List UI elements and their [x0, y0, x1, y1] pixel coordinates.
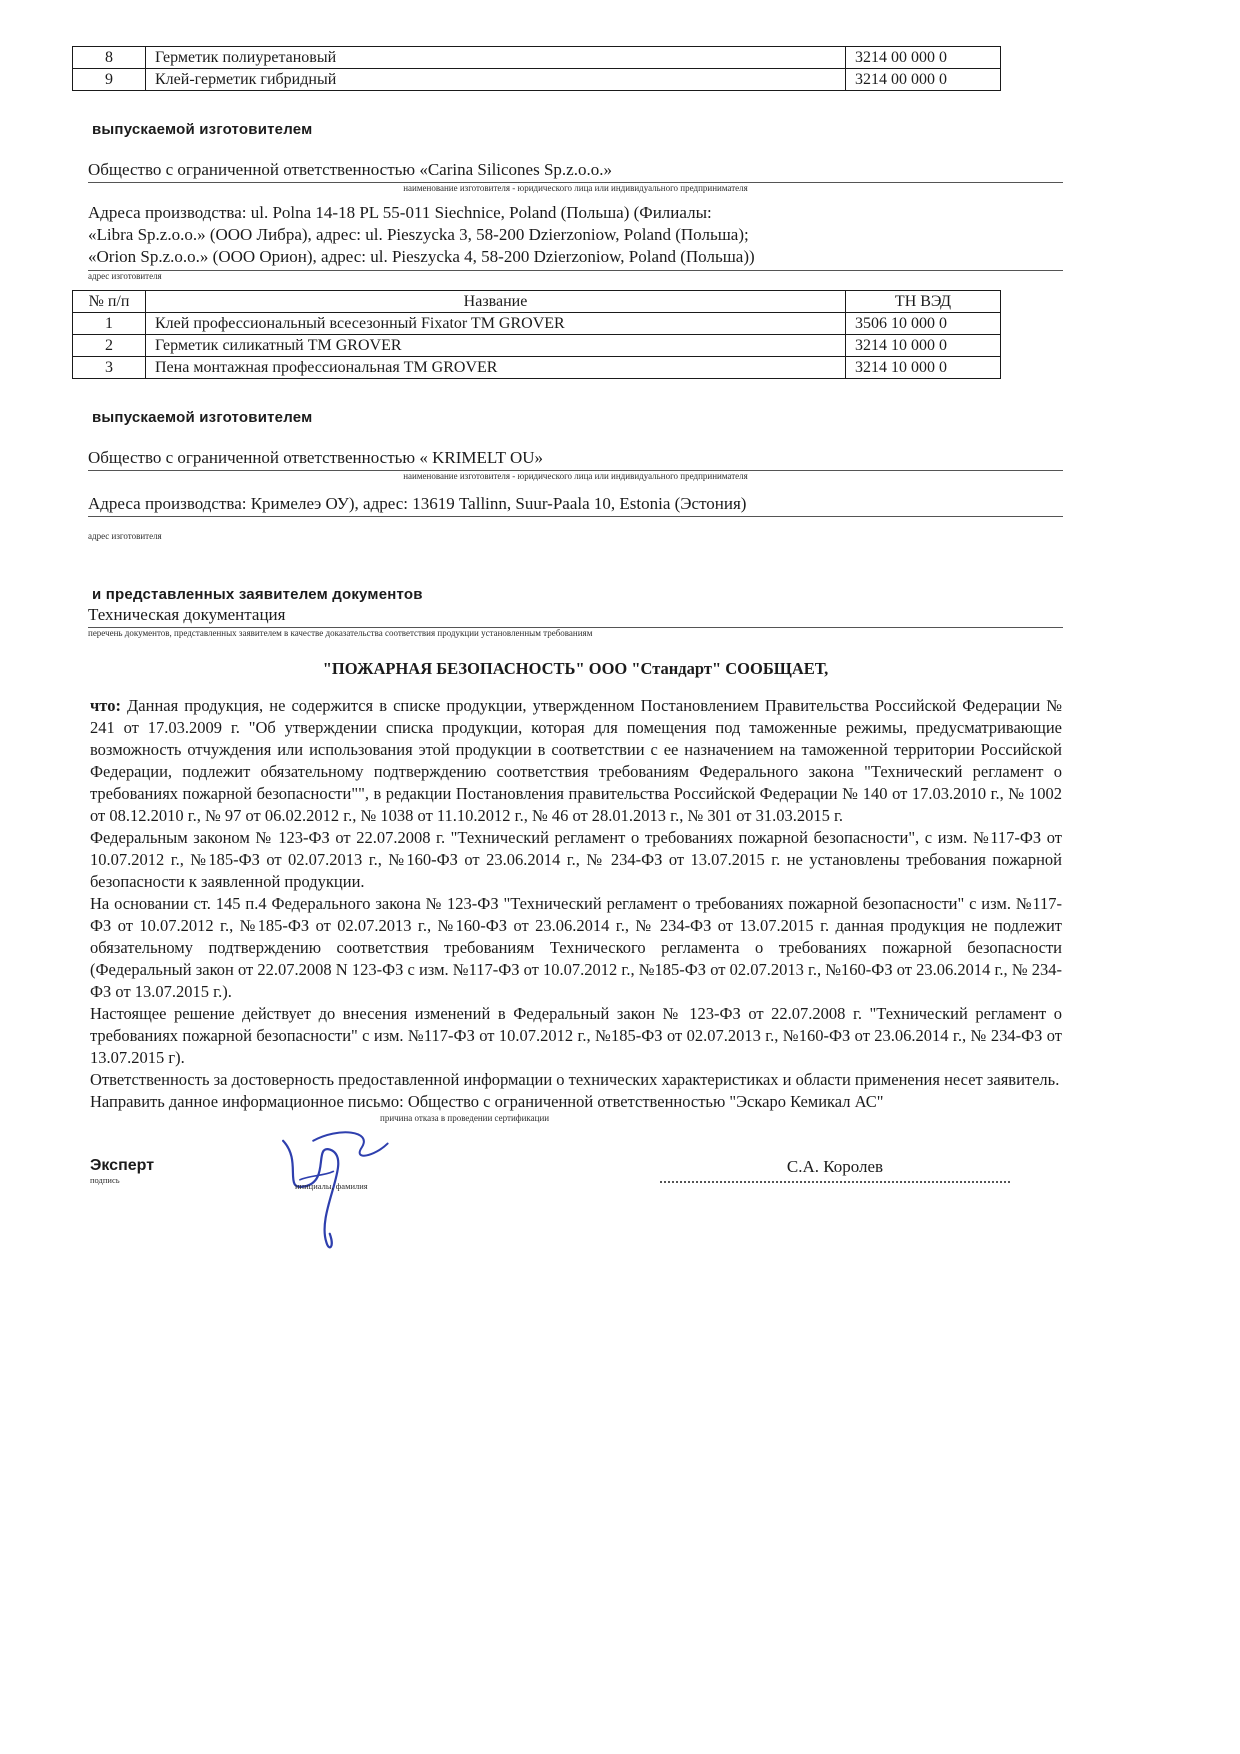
issued-by-label-2: выпускаемой изготовителем — [92, 409, 313, 426]
table-row — [73, 313, 1001, 335]
production-address-field-1 — [88, 202, 1063, 282]
expert-name: С.А. Королев — [786, 1157, 884, 1176]
product-name-cell: Клей-герметик гибридный — [146, 69, 846, 91]
issued-by-label-1: выпускаемой изготовителем — [92, 121, 313, 138]
handwritten-signature-area — [265, 1129, 485, 1264]
address-line: Адреса производства: ul. Polna 14-18 PL 55-011 Siechnice, Poland (Польша) (Филиалы: — [88, 203, 712, 222]
documents-value: Техническая документация — [88, 605, 1063, 628]
statement-title: "ПОЖАРНАЯ БЕЗОПАСНОСТЬ" ООО "Стандарт" СООБЩАЕТ, — [322, 659, 829, 678]
documents-field — [88, 605, 1063, 639]
signature-caption: подпись — [90, 1175, 120, 1185]
product-name-cell: Герметик полиуретановый — [146, 47, 846, 69]
refusal-reason-caption: причина отказа в проведении сертификации — [380, 1113, 550, 1123]
paragraph-text: Данная продукция, не содержится в списке продукции, утвержденном Постановлением Правительства Российской Федерации № 241 от 17.03.2009 г. "Об утверждении списка продукции, которая для помещения под таможенные режимы, предусматривающие возможность отчуждения или использования этой продукции в соответствии с ее назначением на таможенной территории Российской Федерации, подлежит обязательному подтверждению соответствия требованиям Федерального закона "Технический регламент о требованиях пожарной безопасности"", в редакции Постановления правительства Российской Федерации № 140 от 17.03.2010 г., № 1002 от 08.12.2010 г., № 97 от 06.02.2012 г., № 1038 от 11.10.2012 г., № 46 от 28.01.2013 г., № 301 от 31.03.2015 г. — [90, 696, 1063, 825]
column-header-num: № п/п — [73, 291, 146, 313]
statement-body — [90, 695, 1062, 1113]
tnved-code-cell: 3506 10 000 0 — [846, 313, 1001, 335]
product-name-cell: Пена монтажная профессиональная TM GROVER — [146, 357, 846, 379]
address-caption: адрес изготовителя — [88, 271, 162, 281]
signature-dotted-line — [660, 1181, 1010, 1183]
table-row — [73, 335, 1001, 357]
documents-caption: перечень документов, представленных заявителем в качестве доказательства соответствия продукции установленным требованиям — [88, 628, 593, 638]
column-header-code: ТН ВЭД — [846, 291, 1001, 313]
row-number-cell: 1 — [73, 313, 146, 335]
signature-block — [90, 1157, 1062, 1277]
paragraph: Настоящее решение действует до внесения изменений в Федеральный закон № 123-ФЗ от 22.07.2008 г. "Технический регламент о требованиях пожарной безопасности" с изм. №117-ФЗ от 10.07.2012 г., №185-ФЗ от 02.07.2013 г., №160-ФЗ от 23.06.2014 г., № 234-ФЗ от 13.07.2015 г). — [90, 1004, 1062, 1067]
paragraph: Направить данное информационное письмо: Общество с ограниченной ответственностью "Эскаро Кемикал АС" — [90, 1092, 884, 1111]
tnved-code-cell: 3214 10 000 0 — [846, 357, 1001, 379]
signature-caption: инициалы, фамилия — [295, 1181, 368, 1191]
row-number-cell: 8 — [73, 47, 146, 69]
production-address-field-2 — [88, 494, 1063, 542]
product-name-cell: Клей профессиональный всесезонный Fixator TM GROVER — [146, 313, 846, 335]
manufacturer-name: Общество с ограниченной ответственностью « KRIMELT OU» — [88, 448, 1063, 471]
manufacturer-caption: наименование изготовителя - юридического лица или индивидуального предпринимателя — [403, 471, 748, 481]
manufacturer-field-1 — [88, 160, 1063, 194]
address-line: «Libra Sp.z.o.o.» (ООО Либра), адрес: ul. Pieszycka 3, 58-200 Dzierzoniow, Poland (Польша); — [88, 225, 749, 244]
row-number-cell: 3 — [73, 357, 146, 379]
paragraph: Федеральным законом № 123-ФЗ от 22.07.2008 г. "Технический регламент о требованиях пожарной безопасности", с изм. №117-ФЗ от 10.07.2012 г., №185-ФЗ от 02.07.2013 г., №160-ФЗ от 23.06.2014 г., № 234-ФЗ от 13.07.2015 г. не установлены требования пожарной безопасности к заявленной продукции. — [90, 828, 1062, 891]
paragraph: Ответственность за достоверность предоставленной информации о технических характеристиках и области применения несет заявитель. — [90, 1070, 1060, 1089]
address-line: Адреса производства: Кримелеэ ОУ), адрес: 13619 Tallinn, Suur-Paala 10, Estonia (Эстония) — [88, 494, 1063, 517]
documents-label: и представленных заявителем документов — [92, 586, 423, 603]
manufacturer-field-2 — [88, 448, 1063, 482]
tnved-code-cell: 3214 00 000 0 — [846, 69, 1001, 91]
row-number-cell: 9 — [73, 69, 146, 91]
paragraph — [90, 695, 1062, 827]
manufacturer-caption: наименование изготовителя - юридического лица или индивидуального предпринимателя — [403, 183, 748, 193]
expert-name-area — [660, 1157, 1010, 1183]
expert-label: Эксперт — [90, 1157, 155, 1174]
product-name-cell: Герметик силикатный TM GROVER — [146, 335, 846, 357]
address-line: «Orion Sp.z.o.o.» (ООО Орион), адрес: ul. Pieszycka 4, 58-200 Dzierzoniow, Poland (Польша)) — [88, 246, 1063, 271]
tnved-code-cell: 3214 00 000 0 — [846, 47, 1001, 69]
top-products-table — [72, 46, 1001, 91]
table-header-row — [73, 291, 1001, 313]
address-caption: адрес изготовителя — [88, 531, 162, 541]
signature-scribble-icon — [261, 1124, 420, 1264]
tnved-code-cell: 3214 10 000 0 — [846, 335, 1001, 357]
paragraph: На основании ст. 145 п.4 Федерального закона № 123-ФЗ "Технический регламент о требованиях пожарной безопасности" с изм. №117-ФЗ от 10.07.2012 г., №185-ФЗ от 02.07.2013 г., №160-ФЗ от 23.06.2014 г., № 234-ФЗ от 13.07.2015 г. данная продукция не подлежит обязательному подтверждению соответствия требованиям Технического регламента о требованиях пожарной безопасности (Федеральный закон от 22.07.2008 N 123-ФЗ с изм. №117-ФЗ от 10.07.2012 г., №185-ФЗ от 02.07.2013 г., №160-ФЗ от 23.06.2014 г., № 234-ФЗ от 13.07.2015 г.). — [90, 894, 1062, 1001]
row-number-cell: 2 — [73, 335, 146, 357]
what-label: что: — [90, 696, 121, 715]
products-table — [72, 290, 1001, 379]
table-row — [73, 357, 1001, 379]
table-row — [73, 69, 1001, 91]
column-header-name: Название — [146, 291, 846, 313]
table-row — [73, 47, 1001, 69]
manufacturer-name: Общество с ограниченной ответственностью «Carina Silicones Sp.z.o.o.» — [88, 160, 1063, 183]
